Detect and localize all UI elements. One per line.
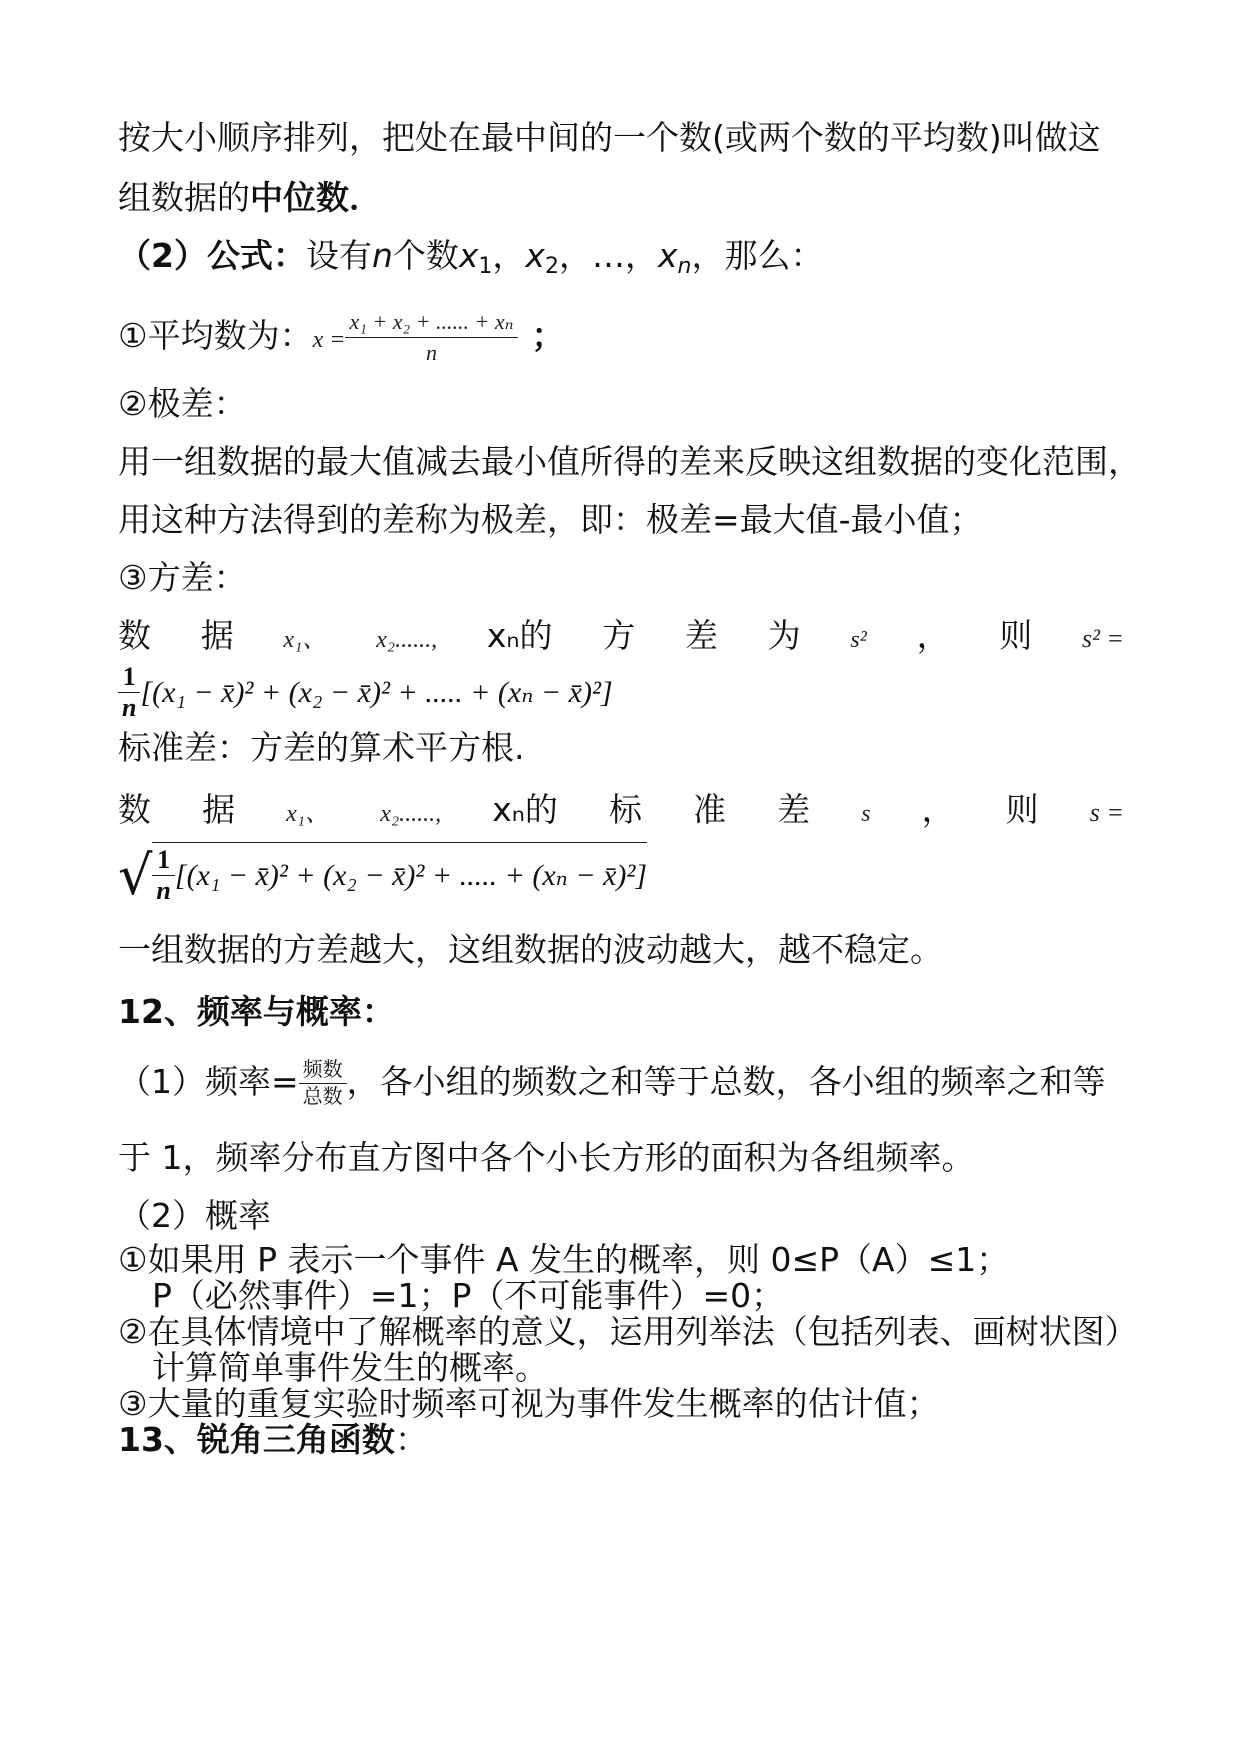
- section-12-heading: 12、频率与概率：: [118, 992, 395, 1031]
- probability-item-2-cont: 计算简单事件发生的概率。: [152, 1348, 548, 1387]
- sub-n: n: [677, 254, 692, 279]
- variance-heading: ③方差：: [118, 558, 247, 597]
- std-x2: x₂......,: [380, 801, 442, 827]
- std-word-3: 标: [609, 790, 642, 829]
- frequency-denominator: 总数: [302, 1086, 343, 1108]
- frequency-label: （1）频率=: [118, 1062, 299, 1101]
- std-word-2: 据: [202, 790, 236, 829]
- variance-then: 则: [999, 616, 1033, 655]
- mean-xbar: x =: [312, 327, 346, 353]
- variance-coef-num: 1: [118, 662, 140, 693]
- std-x1: x₁、: [286, 801, 330, 827]
- median-term: 中位数．: [250, 178, 382, 217]
- probability-item-1-cont: P（必然事件）=1；P（不可能事件）=0；: [152, 1276, 785, 1315]
- std-row: [118, 790, 1124, 834]
- variance-x1: x₁、: [283, 627, 327, 653]
- std-formula: [118, 842, 647, 907]
- mean-denominator: n: [425, 340, 437, 365]
- paragraph-median-definition: 按大小顺序排列，把处在最中间的一个数(或两个数的平均数)叫做这: [118, 118, 1101, 157]
- mean-semicolon: ；: [531, 316, 565, 355]
- sub-2: 2: [544, 254, 559, 279]
- frequency-desc: ，各小组的频数之和等于总数，各小组的频率之和等: [346, 1062, 1106, 1101]
- var-xn: x: [657, 236, 678, 275]
- var-x1: x: [458, 236, 479, 275]
- variance-row: [118, 616, 1124, 660]
- frequency-line: [118, 1052, 1106, 1112]
- probability-item-3: ③大量的重复实验时频率可视为事件发生概率的估计值；: [118, 1384, 940, 1423]
- ellipsis: ，…，: [558, 236, 658, 275]
- std-word-5: 差: [777, 790, 811, 829]
- range-desc-1: 用一组数据的最大值减去最小值所得的差来反映这组数据的变化范围，: [118, 442, 1141, 481]
- probability-heading: （2）概率: [118, 1196, 271, 1235]
- variance-body: [(x₁ − x̄)² + (x₂ − x̄)² + ..... + (xₙ − x̄)²]: [140, 676, 613, 709]
- var-x2: x: [525, 236, 545, 275]
- std-coef-den: n: [156, 876, 171, 905]
- std-coefficient: [152, 845, 174, 906]
- std-s-eq: s =: [1089, 798, 1124, 827]
- std-word-1: 数: [118, 790, 151, 829]
- frequency-numerator: 频数: [299, 1057, 347, 1084]
- range-desc-2: 用这种方法得到的差称为极差，即：极差=最大值-最小值；: [118, 500, 983, 539]
- std-then: 则: [1005, 790, 1039, 829]
- formula-label: （2）公式：: [118, 236, 306, 275]
- mean-fraction: [345, 307, 517, 368]
- variance-coefficient: [118, 662, 140, 723]
- variance-word-5: 为: [767, 616, 801, 655]
- variance-comma: ，: [916, 616, 950, 655]
- sqrt-radicand: [152, 842, 647, 906]
- variance-word-4: 差: [684, 616, 718, 655]
- std-s: s: [861, 801, 871, 827]
- std-definition: 标准差：方差的算术平方根.: [118, 728, 525, 767]
- std-comma: ，: [921, 790, 955, 829]
- std-word-4: 准: [693, 790, 727, 829]
- sqrt-icon: √: [118, 844, 153, 907]
- variance-word-2: 据: [200, 616, 234, 655]
- variance-word-3: 方: [602, 616, 636, 655]
- formula-heading: [118, 236, 823, 287]
- variance-x2: x₂......,: [376, 627, 438, 653]
- std-body: [(x₁ − x̄)² + (x₂ − x̄)² + ..... + (xₙ − x̄)²]: [174, 859, 648, 892]
- variance-coef-den: n: [122, 693, 137, 722]
- formula-count: 个数: [392, 236, 459, 275]
- formula-tail: ，那么：: [691, 236, 824, 275]
- median-line: [118, 178, 382, 218]
- variance-s2: s²: [850, 627, 867, 653]
- std-xn: xₙ的: [492, 790, 558, 829]
- mean-label: ①平均数为：: [118, 316, 313, 355]
- comma-1: ，: [492, 236, 526, 275]
- variance-xn: xₙ的: [486, 616, 553, 655]
- variance-s2-eq: s² =: [1081, 624, 1124, 653]
- mean-line: [118, 306, 565, 366]
- frequency-fraction: [299, 1057, 347, 1110]
- variance-word-1: 数: [118, 616, 151, 655]
- section-13-heading: [118, 1420, 428, 1460]
- std-coef-num: 1: [152, 845, 174, 876]
- median-text: 组数据的: [118, 178, 250, 217]
- mean-numerator: x₁ + x₂ + ...... + xₙ: [345, 307, 517, 338]
- range-heading: ②极差：: [118, 384, 247, 423]
- frequency-desc-2: 于 1，频率分布直方图中各个小长方形的面积为各组频率。: [118, 1138, 975, 1177]
- sub-1: 1: [478, 254, 493, 279]
- probability-item-2: ②在具体情境中了解概率的意义，运用列举法（包括列表、画树状图）: [118, 1312, 1138, 1351]
- section-13-title: 13、锐角三角函数: [118, 1420, 395, 1459]
- variance-formula: [118, 662, 613, 723]
- variance-note: 一组数据的方差越大，这组数据的波动越大，越不稳定。: [118, 930, 943, 969]
- formula-intro: 设有: [305, 236, 372, 275]
- section-13-colon: ：: [394, 1420, 428, 1459]
- var-n: n: [371, 236, 393, 275]
- probability-item-1: ①如果用 P 表示一个事件 A 发生的概率，则 0≤P（A）≤1；: [118, 1240, 1010, 1279]
